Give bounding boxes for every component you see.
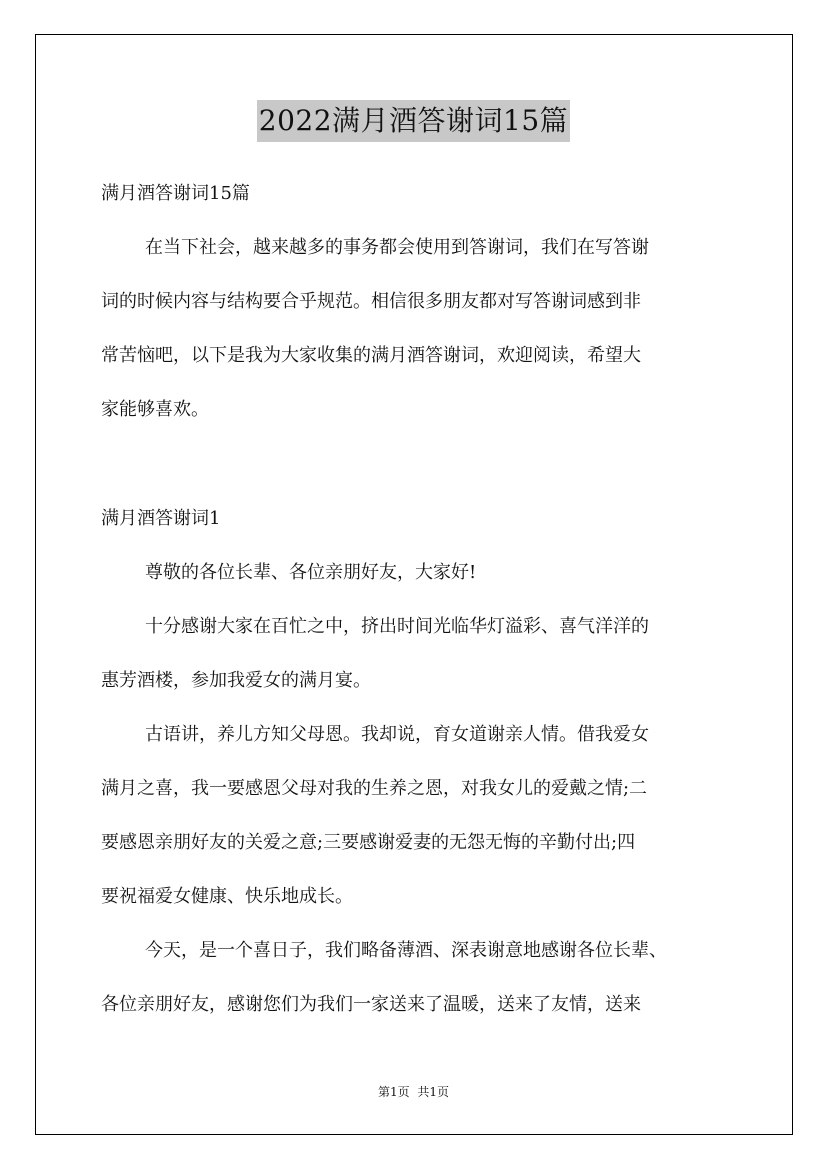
paragraph-line: 要祝福爱女健康、快乐地成长。 [101,886,353,907]
page-total: 共1页 [417,1085,450,1099]
paragraph-line: 古语讲，养儿方知父母恩。我却说，育女道谢亲人情。借我爱女 [145,724,649,745]
paragraph-line: 今天，是一个喜日子，我们略备薄酒、深表谢意地感谢各位长辈、 [145,940,667,961]
subtitle: 满月酒答谢词15篇 [101,183,250,204]
section-heading: 满月酒答谢词1 [101,508,221,529]
paragraph-line: 十分感谢大家在百忙之中，挤出时间光临华灯溢彩、喜气洋洋的 [145,616,649,637]
paragraph-line: 要感恩亲朋好友的关爱之意;三要感谢爱妻的无怨无悔的辛勤付出;四 [101,832,636,853]
document-title: 2022满月酒答谢词15篇 [257,100,570,142]
paragraph-line: 在当下社会，越来越多的事务都会使用到答谢词，我们在写答谢 [145,237,649,258]
page-number: 第1页 [377,1085,410,1099]
paragraph-line: 家能够喜欢。 [101,399,209,420]
paragraph-line: 满月之喜，我一要感恩父母对我的生养之恩，对我女儿的爱戴之情;二 [101,778,648,799]
paragraph-line: 词的时候内容与结构要合乎规范。相信很多朋友都对写答谢词感到非 [101,291,641,312]
paragraph-line: 常苦恼吧，以下是我为大家收集的满月酒答谢词，欢迎阅读，希望大 [101,345,641,366]
paragraph-line: 惠芳酒楼，参加我爱女的满月宴。 [101,670,371,691]
title-container [0,100,827,142]
page-footer [0,1083,827,1100]
paragraph-line: 尊敬的各位长辈、各位亲朋好友，大家好! [145,562,477,583]
paragraph-line: 各位亲朋好友，感谢您们为我们一家送来了温暖，送来了友情，送来 [101,994,641,1015]
